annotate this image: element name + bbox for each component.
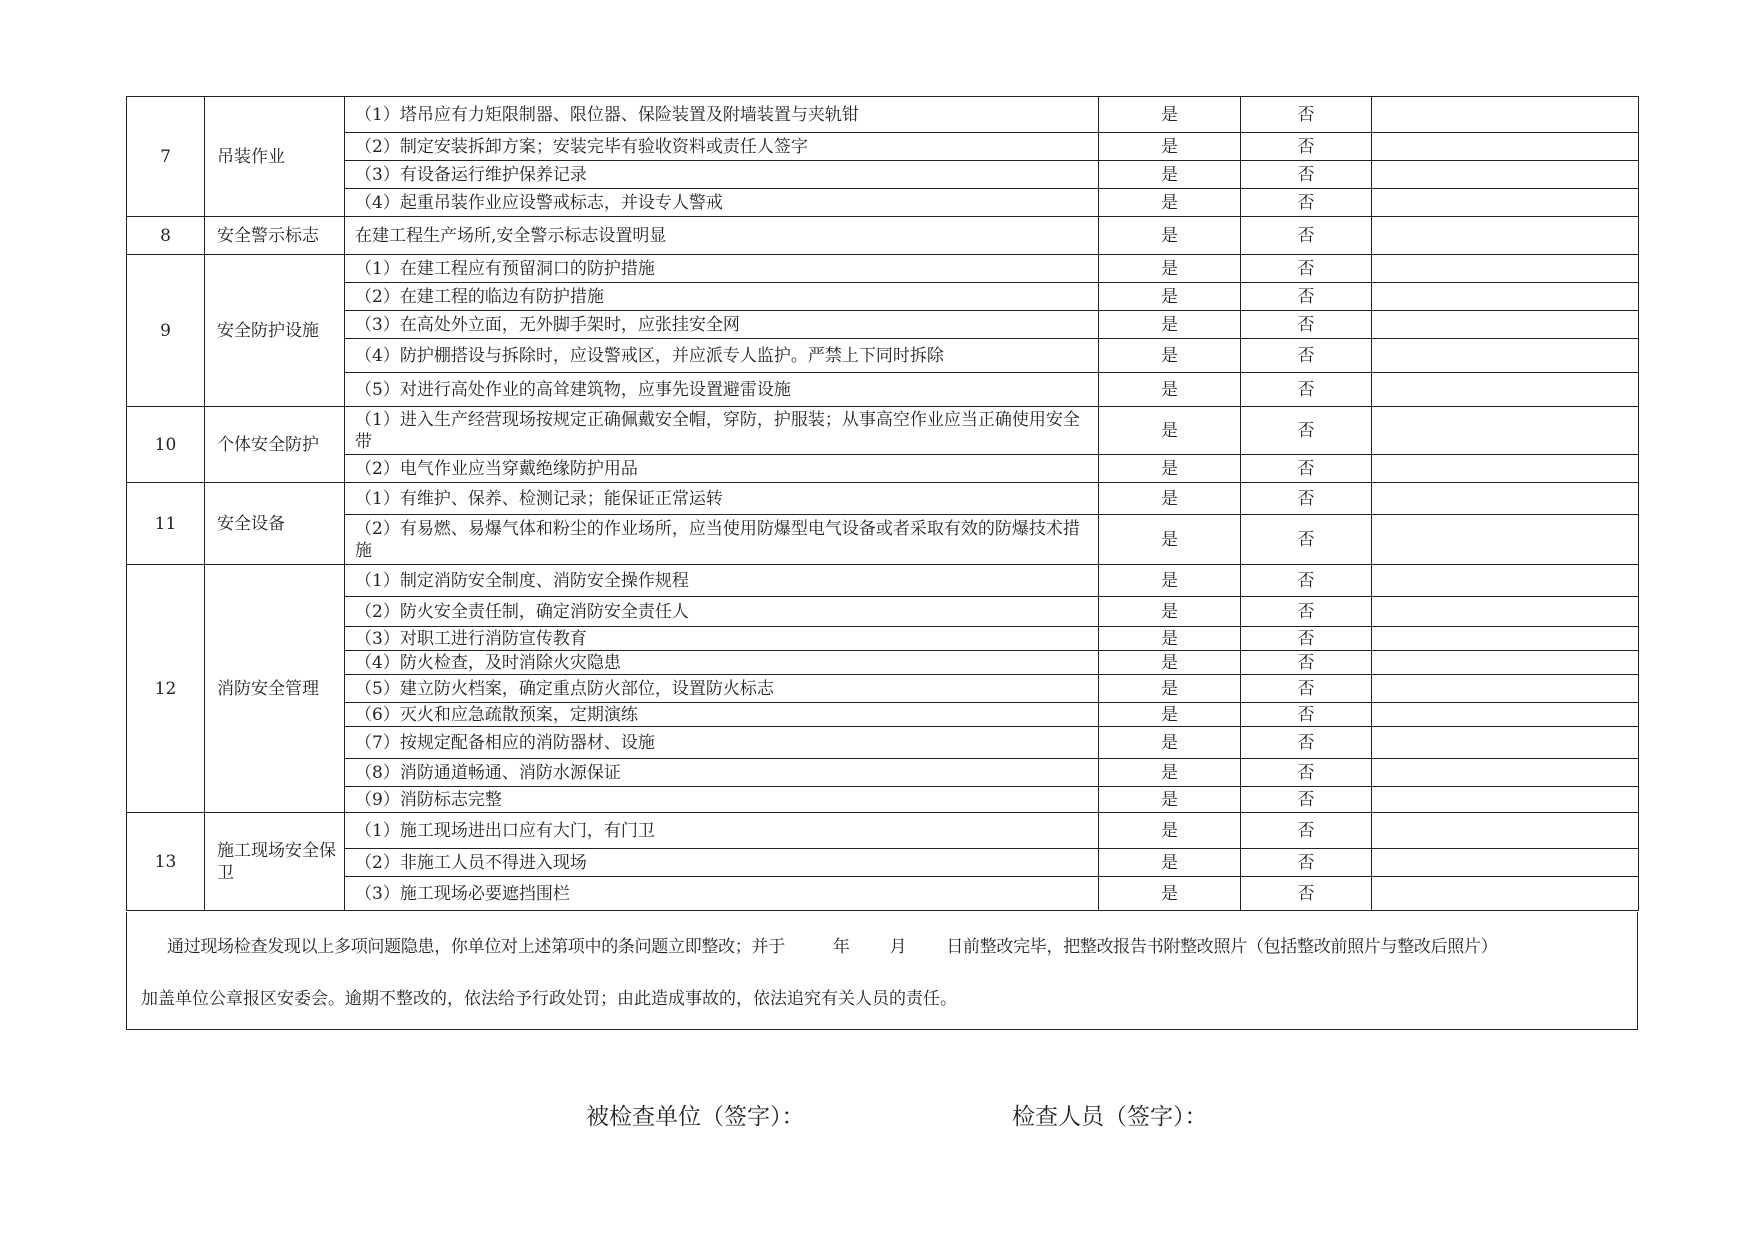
remarks-cell[interactable] <box>1372 339 1639 373</box>
category-cell: 安全防护设施 <box>205 255 345 407</box>
check-item: （4）防火检查，及时消除火灾隐患 <box>345 651 1099 675</box>
check-item: （9）消防标志完整 <box>345 787 1099 813</box>
check-item: （3）有设备运行维护保养记录 <box>345 161 1099 189</box>
remarks-cell[interactable] <box>1372 97 1639 133</box>
no-option[interactable]: 否 <box>1241 255 1372 283</box>
remarks-cell[interactable] <box>1372 627 1639 651</box>
check-item: （8）消防通道畅通、消防水源保证 <box>345 759 1099 787</box>
yes-option[interactable]: 是 <box>1099 483 1241 515</box>
check-item: （1）在建工程应有预留洞口的防护措施 <box>345 255 1099 283</box>
check-item: （5）建立防火档案，确定重点防火部位，设置防火标志 <box>345 675 1099 703</box>
remarks-cell[interactable] <box>1372 787 1639 813</box>
yes-option[interactable]: 是 <box>1099 161 1241 189</box>
yes-option[interactable]: 是 <box>1099 759 1241 787</box>
notice-text-b: 日前整改完毕，把整改报告书附整改照片（包括整改前照片与整改后照片） <box>946 937 1498 957</box>
table-row <box>127 407 1639 455</box>
no-option[interactable]: 否 <box>1241 787 1372 813</box>
yes-option[interactable]: 是 <box>1099 565 1241 597</box>
check-item: （2）非施工人员不得进入现场 <box>345 849 1099 877</box>
check-item: （2）电气作业应当穿戴绝缘防护用品 <box>345 455 1099 483</box>
inspection-table-body <box>127 97 1639 911</box>
table-row <box>127 455 1639 483</box>
yes-option[interactable]: 是 <box>1099 373 1241 407</box>
remarks-cell[interactable] <box>1372 703 1639 727</box>
yes-option[interactable]: 是 <box>1099 217 1241 255</box>
table-row <box>127 133 1639 161</box>
remarks-cell[interactable] <box>1372 373 1639 407</box>
no-option[interactable]: 否 <box>1241 339 1372 373</box>
no-option[interactable]: 否 <box>1241 455 1372 483</box>
remarks-cell[interactable] <box>1372 189 1639 217</box>
remarks-cell[interactable] <box>1372 407 1639 455</box>
no-option[interactable]: 否 <box>1241 727 1372 759</box>
check-item: （1）进入生产经营现场按规定正确佩戴安全帽，穿防，护服装；从事高空作业应当正确使用安全带 <box>345 407 1099 455</box>
category-cell: 消防安全管理 <box>205 565 345 813</box>
category-cell: 吊装作业 <box>205 97 345 217</box>
yes-option[interactable]: 是 <box>1099 515 1241 565</box>
no-option[interactable]: 否 <box>1241 515 1372 565</box>
remarks-cell[interactable] <box>1372 597 1639 627</box>
table-row <box>127 565 1639 597</box>
remarks-cell[interactable] <box>1372 483 1639 515</box>
no-option[interactable]: 否 <box>1241 373 1372 407</box>
row-number: 13 <box>127 813 205 911</box>
check-item: （2）防火安全责任制，确定消防安全责任人 <box>345 597 1099 627</box>
table-row <box>127 849 1639 877</box>
notice-text-a: 通过现场检查发现以上多项问题隐患，你单位对上述第项中的条问题立即整改；并于 <box>167 937 785 957</box>
no-option[interactable]: 否 <box>1241 651 1372 675</box>
remarks-cell[interactable] <box>1372 813 1639 849</box>
notice-line-1 <box>167 932 1637 957</box>
no-option[interactable]: 否 <box>1241 161 1372 189</box>
remarks-cell[interactable] <box>1372 217 1639 255</box>
row-number: 10 <box>127 407 205 483</box>
no-option[interactable]: 否 <box>1241 849 1372 877</box>
table-row <box>127 483 1639 515</box>
check-item: （2）在建工程的临边有防护措施 <box>345 283 1099 311</box>
rectification-notice <box>126 912 1638 1030</box>
no-option[interactable]: 否 <box>1241 189 1372 217</box>
yes-option[interactable]: 是 <box>1099 311 1241 339</box>
table-row <box>127 627 1639 651</box>
check-item: 在建工程生产场所,安全警示标志设置明显 <box>345 217 1099 255</box>
no-option[interactable]: 否 <box>1241 407 1372 455</box>
yes-option[interactable]: 是 <box>1099 651 1241 675</box>
check-item: （3）对职工进行消防宣传教育 <box>345 627 1099 651</box>
category-cell: 安全警示标志 <box>205 217 345 255</box>
check-item: （2）制定安装拆卸方案；安装完毕有验收资料或责任人签字 <box>345 133 1099 161</box>
remarks-cell[interactable] <box>1372 515 1639 565</box>
table-row <box>127 787 1639 813</box>
yes-option[interactable]: 是 <box>1099 877 1241 911</box>
remarks-cell[interactable] <box>1372 727 1639 759</box>
row-number: 12 <box>127 565 205 813</box>
notice-line-2: 加盖单位公章报区安委会。逾期不整改的，依法给予行政处罚；由此造成事故的，依法追究有关人员的责任。 <box>141 989 957 1009</box>
table-row <box>127 727 1639 759</box>
yes-option[interactable]: 是 <box>1099 813 1241 849</box>
yes-option[interactable]: 是 <box>1099 727 1241 759</box>
inspected-unit-signature-label: 被检查单位（签字）： <box>586 1104 805 1130</box>
yes-option[interactable]: 是 <box>1099 703 1241 727</box>
table-row <box>127 339 1639 373</box>
remarks-cell[interactable] <box>1372 849 1639 877</box>
row-number: 11 <box>127 483 205 565</box>
table-row <box>127 161 1639 189</box>
yes-option[interactable]: 是 <box>1099 189 1241 217</box>
category-cell: 安全设备 <box>205 483 345 565</box>
table-row <box>127 675 1639 703</box>
table-row <box>127 703 1639 727</box>
check-item: （3）施工现场必要遮挡围栏 <box>345 877 1099 911</box>
remarks-cell[interactable] <box>1372 651 1639 675</box>
no-option[interactable]: 否 <box>1241 133 1372 161</box>
check-item: （4）防护棚搭设与拆除时，应设警戒区，并应派专人监护。严禁上下同时拆除 <box>345 339 1099 373</box>
no-option[interactable]: 否 <box>1241 877 1372 911</box>
inspection-table-container <box>126 96 1638 911</box>
yes-option[interactable]: 是 <box>1099 133 1241 161</box>
check-item: （4）起重吊装作业应设警戒标志，并设专人警戒 <box>345 189 1099 217</box>
remarks-cell[interactable] <box>1372 759 1639 787</box>
remarks-cell[interactable] <box>1372 161 1639 189</box>
table-row <box>127 651 1639 675</box>
yes-option[interactable]: 是 <box>1099 597 1241 627</box>
category-cell: 个体安全防护 <box>205 407 345 483</box>
table-row <box>127 515 1639 565</box>
no-option[interactable]: 否 <box>1241 597 1372 627</box>
yes-option[interactable]: 是 <box>1099 675 1241 703</box>
table-row <box>127 311 1639 339</box>
check-item: （1）有维护、保养、检测记录；能保证正常运转 <box>345 483 1099 515</box>
table-row <box>127 597 1639 627</box>
no-option[interactable]: 否 <box>1241 565 1372 597</box>
check-item: （5）对进行高处作业的高耸建筑物，应事先设置避雷设施 <box>345 373 1099 407</box>
yes-option[interactable]: 是 <box>1099 455 1241 483</box>
notice-year: 年 <box>832 937 850 957</box>
category-cell: 施工现场安全保卫 <box>205 813 345 911</box>
check-item: （1）施工现场进出口应有大门，有门卫 <box>345 813 1099 849</box>
no-option[interactable]: 否 <box>1241 97 1372 133</box>
row-number: 7 <box>127 97 205 217</box>
no-option[interactable]: 否 <box>1241 217 1372 255</box>
remarks-cell[interactable] <box>1372 311 1639 339</box>
table-row <box>127 217 1639 255</box>
inspector-signature-label: 检查人员（签字）： <box>1012 1104 1208 1130</box>
yes-option[interactable]: 是 <box>1099 627 1241 651</box>
yes-option[interactable]: 是 <box>1099 97 1241 133</box>
notice-month: 月 <box>889 937 907 957</box>
remarks-cell[interactable] <box>1372 565 1639 597</box>
yes-option[interactable]: 是 <box>1099 849 1241 877</box>
yes-option[interactable]: 是 <box>1099 283 1241 311</box>
yes-option[interactable]: 是 <box>1099 787 1241 813</box>
table-row <box>127 759 1639 787</box>
table-row <box>127 373 1639 407</box>
table-row <box>127 189 1639 217</box>
table-row <box>127 255 1639 283</box>
table-row <box>127 877 1639 911</box>
check-item: （6）灭火和应急疏散预案，定期演练 <box>345 703 1099 727</box>
table-row <box>127 97 1639 133</box>
yes-option[interactable]: 是 <box>1099 339 1241 373</box>
check-item: （1）塔吊应有力矩限制器、限位器、保险装置及附墙装置与夹轨钳 <box>345 97 1099 133</box>
remarks-cell[interactable] <box>1372 283 1639 311</box>
table-row <box>127 813 1639 849</box>
row-number: 8 <box>127 217 205 255</box>
check-item: （7）按规定配备相应的消防器材、设施 <box>345 727 1099 759</box>
no-option[interactable]: 否 <box>1241 813 1372 849</box>
no-option[interactable]: 否 <box>1241 703 1372 727</box>
check-item: （1）制定消防安全制度、消防安全操作规程 <box>345 565 1099 597</box>
check-item: （3）在高处外立面，无外脚手架时，应张挂安全网 <box>345 311 1099 339</box>
no-option[interactable]: 否 <box>1241 675 1372 703</box>
check-item: （2）有易燃、易爆气体和粉尘的作业场所，应当使用防爆型电气设备或者采取有效的防爆技术措施 <box>345 515 1099 565</box>
remarks-cell[interactable] <box>1372 675 1639 703</box>
inspection-table <box>126 96 1639 911</box>
table-row <box>127 283 1639 311</box>
remarks-cell[interactable] <box>1372 455 1639 483</box>
no-option[interactable]: 否 <box>1241 627 1372 651</box>
row-number: 9 <box>127 255 205 407</box>
yes-option[interactable]: 是 <box>1099 255 1241 283</box>
remarks-cell[interactable] <box>1372 255 1639 283</box>
no-option[interactable]: 否 <box>1241 483 1372 515</box>
no-option[interactable]: 否 <box>1241 283 1372 311</box>
no-option[interactable]: 否 <box>1241 311 1372 339</box>
no-option[interactable]: 否 <box>1241 759 1372 787</box>
remarks-cell[interactable] <box>1372 133 1639 161</box>
remarks-cell[interactable] <box>1372 877 1639 911</box>
yes-option[interactable]: 是 <box>1099 407 1241 455</box>
